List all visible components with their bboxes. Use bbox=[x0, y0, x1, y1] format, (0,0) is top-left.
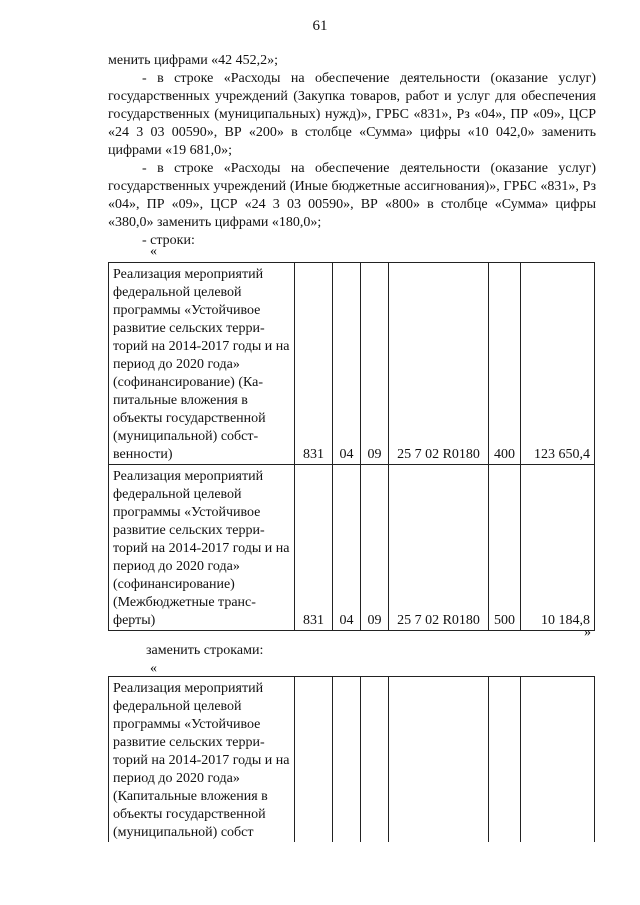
replace-label: заменить строками: bbox=[146, 643, 264, 658]
quote-close-mark: » bbox=[584, 625, 591, 640]
row-name: Реализация мероприятий федеральной целевой программы «Устойчивое развитие сельских территорий на 2014-2017 годы и на период до 2020 года» (Капитальные вложения в объекты государственной (муниципальной) собст bbox=[109, 677, 295, 843]
row-name: Реализация мероприятий федеральной целевой программы «Устойчивое развитие сельских территорий на 2014-2017 годы и на период до 2020 года» (софинансирование) (Капитальные вложения в объекты государственной (муниципальной) собственности) bbox=[109, 263, 295, 465]
new-rows-table bbox=[108, 676, 595, 842]
csr-cell: 25 7 02 R0180 bbox=[389, 263, 489, 465]
pr-cell bbox=[361, 677, 389, 843]
table-row bbox=[109, 465, 595, 631]
vr-cell: 400 bbox=[489, 263, 521, 465]
vr-cell bbox=[489, 677, 521, 843]
paragraph-3: - в строке «Расходы на обеспечение деятельности (оказание услуг) государственных учреждений (Иные бюджетные ассигнования)», ГРБС «831», Рз «04», ПР «09», ЦСР «24 3 03 00590», ВР «800» в столбце «Сумма» цифры «380,0» заменить цифрами «180,0»; bbox=[108, 161, 596, 230]
quote-open-mark: « bbox=[150, 661, 157, 676]
paragraph-4: - строки: bbox=[142, 233, 195, 248]
rz-cell: 04 bbox=[333, 465, 361, 631]
amendment-text bbox=[108, 52, 596, 250]
rz-cell: 04 bbox=[333, 263, 361, 465]
table-row bbox=[109, 677, 595, 843]
grbs-cell bbox=[295, 677, 333, 843]
row-name: Реализация мероприятий федеральной целевой программы «Устойчивое развитие сельских территорий на 2014-2017 годы и на период до 2020 года» (софинансирование) (Межбюджетные трансферты) bbox=[109, 465, 295, 631]
rz-cell bbox=[333, 677, 361, 843]
pr-cell: 09 bbox=[361, 263, 389, 465]
grbs-cell: 831 bbox=[295, 263, 333, 465]
csr-cell bbox=[389, 677, 489, 843]
pr-cell: 09 bbox=[361, 465, 389, 631]
grbs-cell: 831 bbox=[295, 465, 333, 631]
paragraph-1: менить цифрами «42 452,2»; bbox=[108, 53, 279, 68]
paragraph-2: - в строке «Расходы на обеспечение деятельности (оказание услуг) государственных учреждений (Закупка товаров, работ и услуг для обеспечения государственных (муниципальных) нужд)», ГРБС «831», Рз «04», ПР «09», ЦСР «24 3 03 00590», ВР «200» в столбце «Сумма» цифры «10 042,0» заменить цифрами «19 681,0»; bbox=[108, 71, 596, 158]
table-row bbox=[109, 263, 595, 465]
old-rows-table bbox=[108, 262, 595, 631]
vr-cell: 500 bbox=[489, 465, 521, 631]
sum-cell: 10 184,8 bbox=[521, 465, 595, 631]
csr-cell: 25 7 02 R0180 bbox=[389, 465, 489, 631]
sum-cell bbox=[521, 677, 595, 843]
sum-cell: 123 650,4 bbox=[521, 263, 595, 465]
page-number: 61 bbox=[312, 18, 328, 34]
quote-open-mark: « bbox=[150, 244, 157, 259]
